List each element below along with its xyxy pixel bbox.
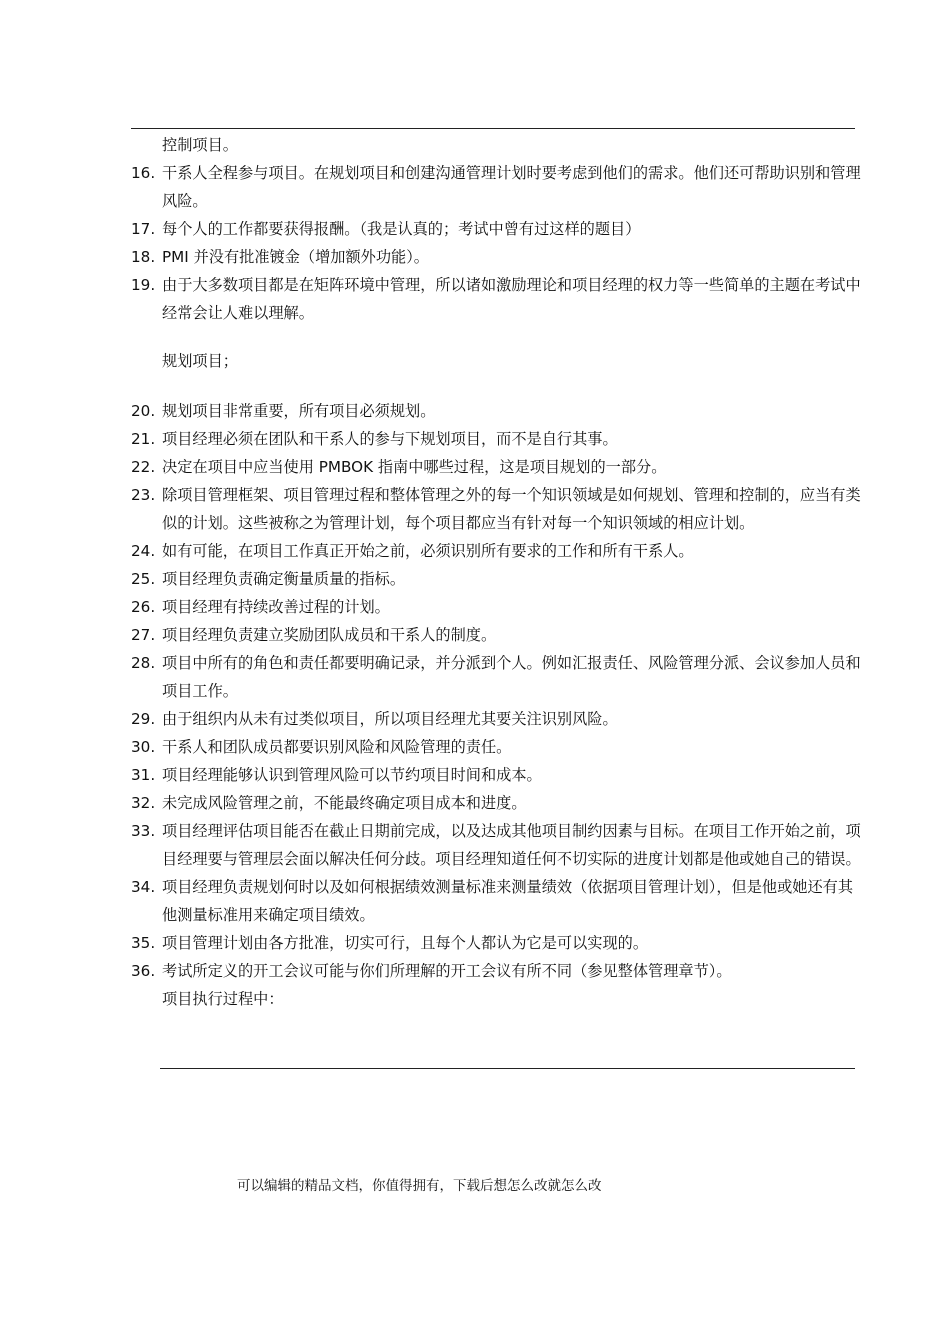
footer-rule — [160, 1068, 855, 1069]
list-item — [131, 159, 861, 215]
document-body — [131, 131, 861, 1013]
item-number: 17. — [131, 220, 156, 238]
list-item — [131, 649, 861, 705]
item-text: 除项目管理框架、项目管理过程和整体管理之外的每一个知识领域是如何规划、管理和控制的，应当有类似的计划。这些被称之为管理计划，每个项目都应当有针对每一个知识领域的相应计划。 — [162, 486, 861, 532]
item-number: 30. — [131, 738, 156, 756]
section-heading-planning: 规划项目； — [162, 352, 238, 370]
list-item — [131, 733, 861, 761]
item-number: 29. — [131, 710, 156, 728]
item-text: 如有可能，在项目工作真正开始之前，必须识别所有要求的工作和所有干系人。 — [162, 542, 694, 560]
numbered-list-a — [131, 159, 861, 327]
continued-fragment: 控制项目。 — [162, 136, 238, 154]
list-item — [131, 397, 861, 425]
list-item — [131, 425, 861, 453]
item-text: 由于大多数项目都是在矩阵环境中管理，所以诸如激励理论和项目经理的权力等一些简单的主题在考试中经常会让人难以理解。 — [162, 276, 861, 322]
footer-note: 可以编辑的精品文档，你值得拥有，下载后想怎么改就怎么改 — [237, 1178, 602, 1194]
item-number: 20. — [131, 402, 156, 420]
item-number: 35. — [131, 934, 156, 952]
list-item — [131, 929, 861, 957]
item-text: 项目经理负责确定衡量质量的指标。 — [162, 570, 405, 588]
item-text: 未完成风险管理之前，不能最终确定项目成本和进度。 — [162, 794, 527, 812]
item-text: 规划项目非常重要，所有项目必须规划。 — [162, 402, 436, 420]
list-item — [131, 705, 861, 733]
item-number: 18. — [131, 248, 156, 266]
item-text: 项目经理评估项目能否在截止日期前完成，以及达成其他项目制约因素与目标。在项目工作开始之前，项目经理要与管理层会面以解决任何分歧。项目经理知道任何不切实际的进度计划都是他或她自己的错误。 — [162, 822, 861, 868]
list-item — [131, 481, 861, 537]
list-item — [131, 593, 861, 621]
item-number: 22. — [131, 458, 156, 476]
list-item — [131, 621, 861, 649]
item-text: 项目经理必须在团队和干系人的参与下规划项目，而不是自行其事。 — [162, 430, 618, 448]
item-number: 32. — [131, 794, 156, 812]
item-number: 16. — [131, 164, 156, 182]
item-number: 23. — [131, 486, 156, 504]
item-number: 31. — [131, 766, 156, 784]
list-item — [131, 243, 861, 271]
item-text: 干系人和团队成员都要识别风险和风险管理的责任。 — [162, 738, 512, 756]
list-item — [131, 215, 861, 243]
item-text: 项目经理负责建立奖励团队成员和干系人的制度。 — [162, 626, 497, 644]
list-item — [131, 565, 861, 593]
item-text: 每个人的工作都要获得报酬。（我是认真的；考试中曾有过这样的题目） — [162, 220, 641, 238]
list-item — [131, 873, 861, 929]
item-number: 36. — [131, 962, 156, 980]
list-item — [131, 537, 861, 565]
header-rule — [131, 128, 855, 129]
item-number: 26. — [131, 598, 156, 616]
item-number: 25. — [131, 570, 156, 588]
item-text: 项目管理计划由各方批准，切实可行，且每个人都认为它是可以实现的。 — [162, 934, 648, 952]
item-text: 由于组织内从未有过类似项目，所以项目经理尤其要关注识别风险。 — [162, 710, 618, 728]
item-text: 考试所定义的开工会议可能与你们所理解的开工会议有所不同（参见整体管理章节）。 — [162, 962, 732, 980]
item-text: 项目中所有的角色和责任都要明确记录，并分派到个人。例如汇报责任、风险管理分派、会议参加人员和项目工作。 — [162, 654, 861, 700]
item-number: 33. — [131, 822, 156, 840]
list-item — [131, 761, 861, 789]
item-number: 34. — [131, 878, 156, 896]
item-text: 干系人全程参与项目。在规划项目和创建沟通管理计划时要考虑到他们的需求。他们还可帮助识别和管理风险。 — [162, 164, 861, 210]
section-heading-execution: 项目执行过程中： — [162, 990, 284, 1008]
list-item — [131, 453, 861, 481]
list-item — [131, 957, 861, 985]
list-item — [131, 817, 861, 873]
item-text: PMI 并没有批准镀金（增加额外功能）。 — [162, 248, 429, 266]
item-number: 27. — [131, 626, 156, 644]
item-number: 28. — [131, 654, 156, 672]
list-item — [131, 789, 861, 817]
item-number: 24. — [131, 542, 156, 560]
item-text: 项目经理有持续改善过程的计划。 — [162, 598, 390, 616]
list-item — [131, 271, 861, 327]
item-number: 21. — [131, 430, 156, 448]
item-text: 项目经理负责规划何时以及如何根据绩效测量标准来测量绩效（依据项目管理计划），但是他或她还有其他测量标准用来确定项目绩效。 — [162, 878, 854, 924]
item-text: 决定在项目中应当使用 PMBOK 指南中哪些过程，这是项目规划的一部分。 — [162, 458, 667, 476]
item-text: 项目经理能够认识到管理风险可以节约项目时间和成本。 — [162, 766, 542, 784]
numbered-list-b — [131, 397, 861, 985]
item-number: 19. — [131, 276, 156, 294]
